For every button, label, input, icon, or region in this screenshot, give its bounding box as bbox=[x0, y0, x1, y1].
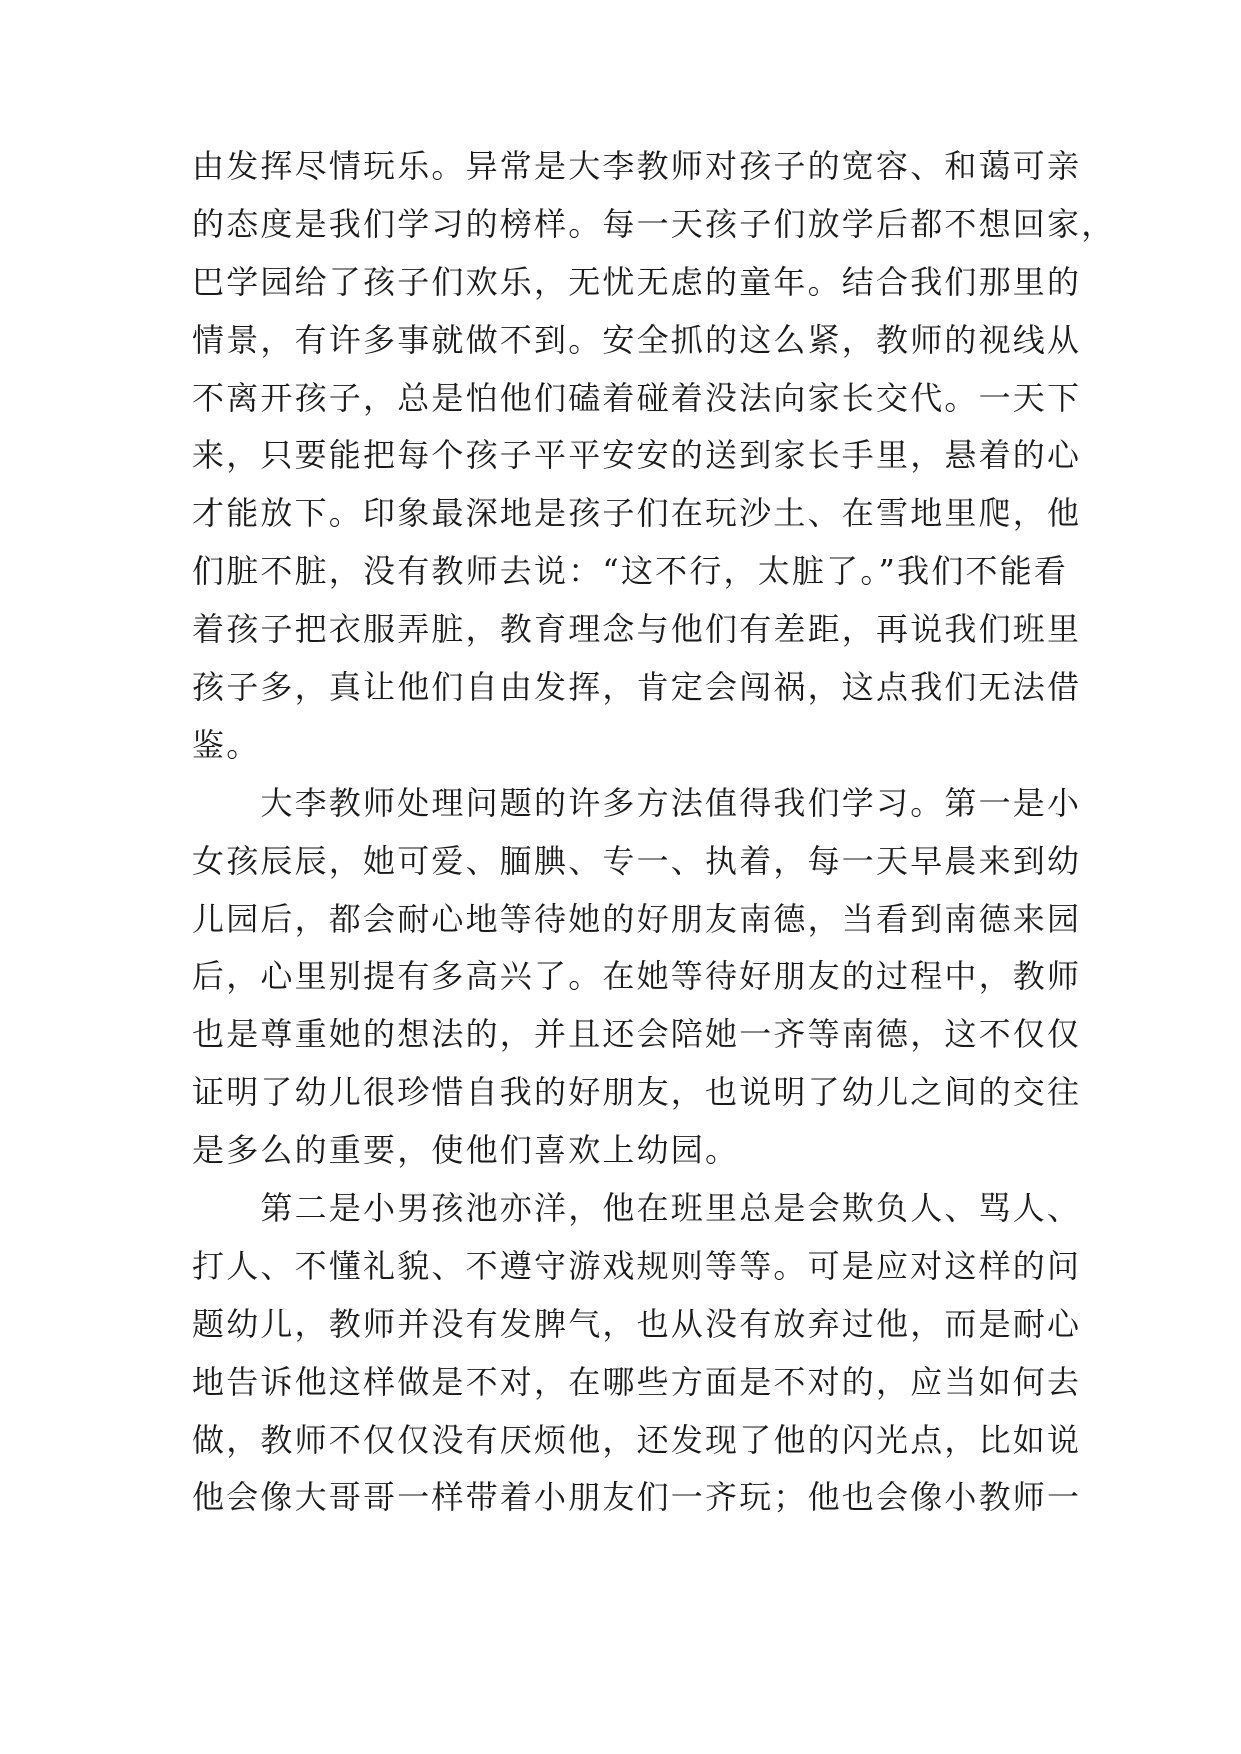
text-line: 证明了幼儿很珍惜自我的好朋友，也说明了幼儿之间的交往 bbox=[192, 1073, 1082, 1112]
paragraph-start-line: 大李教师处理问题的许多方法值得我们学习。第一是小 bbox=[192, 783, 1082, 822]
text-line: 由发挥尽情玩乐。异常是大李教师对孩子的宽容、和蔼可亲 bbox=[192, 147, 1082, 185]
text-line: 情景，有许多事就做不到。安全抓的这么紧，教师的视线从 bbox=[192, 320, 1082, 359]
text-line: 孩子多，真让他们自由发挥，肯定会闯祸，这点我们无法借 bbox=[192, 668, 1082, 707]
text-line: 后，心里别提有多高兴了。在她等待好朋友的过程中，教师 bbox=[192, 957, 1082, 996]
text-line: 来，只要能把每个孩子平平安安的送到家长手里，悬着的心 bbox=[192, 436, 1082, 475]
text-line: 着孩子把衣服弄脏，教育理念与他们有差距，再说我们班里 bbox=[192, 610, 1082, 649]
paragraph-start-line: 第二是小男孩池亦洋，他在班里总是会欺负人、骂人、 bbox=[192, 1189, 1082, 1228]
body-text bbox=[192, 138, 1116, 1527]
text-line: 也是尊重她的想法的，并且还会陪她一齐等南德，这不仅仅 bbox=[192, 1015, 1082, 1054]
text-line: 才能放下。印象最深地是孩子们在玩沙土、在雪地里爬，他 bbox=[192, 494, 1082, 533]
text-line: 巴学园给了孩子们欢乐，无忧无虑的童年。结合我们那里的 bbox=[192, 262, 1082, 301]
text-line: 不离开孩子，总是怕他们磕着碰着没法向家长交代。一天下 bbox=[192, 378, 1082, 417]
text-line: 女孩辰辰，她可爱、腼腆、专一、执着，每一天早晨来到幼 bbox=[192, 841, 1082, 880]
text-line: 儿园后，都会耐心地等待她的好朋友南德，当看到南德来园 bbox=[192, 899, 1082, 938]
text-line: 的态度是我们学习的榜样。每一天孩子们放学后都不想回家， bbox=[192, 204, 1116, 243]
text-line: 地告诉他这样做是不对，在哪些方面是不对的，应当如何去 bbox=[192, 1362, 1082, 1401]
text-line: 打人、不懂礼貌、不遵守游戏规则等等。可是应对这样的问 bbox=[192, 1246, 1082, 1285]
text-line: 做，教师不仅仅没有厌烦他，还发现了他的闪光点，比如说 bbox=[192, 1420, 1082, 1459]
text-line: 他会像大哥哥一样带着小朋友们一齐玩；他也会像小教师一 bbox=[192, 1478, 1082, 1517]
text-line: 题幼儿，教师并没有发脾气，也从没有放弃过他，而是耐心 bbox=[192, 1304, 1082, 1343]
text-line: 鉴。 bbox=[192, 725, 261, 764]
text-line: 是多么的重要，使他们喜欢上幼园。 bbox=[192, 1131, 740, 1170]
text-line: 们脏不脏，没有教师去说：“这不行，太脏了。”我们不能看 bbox=[192, 552, 1069, 591]
